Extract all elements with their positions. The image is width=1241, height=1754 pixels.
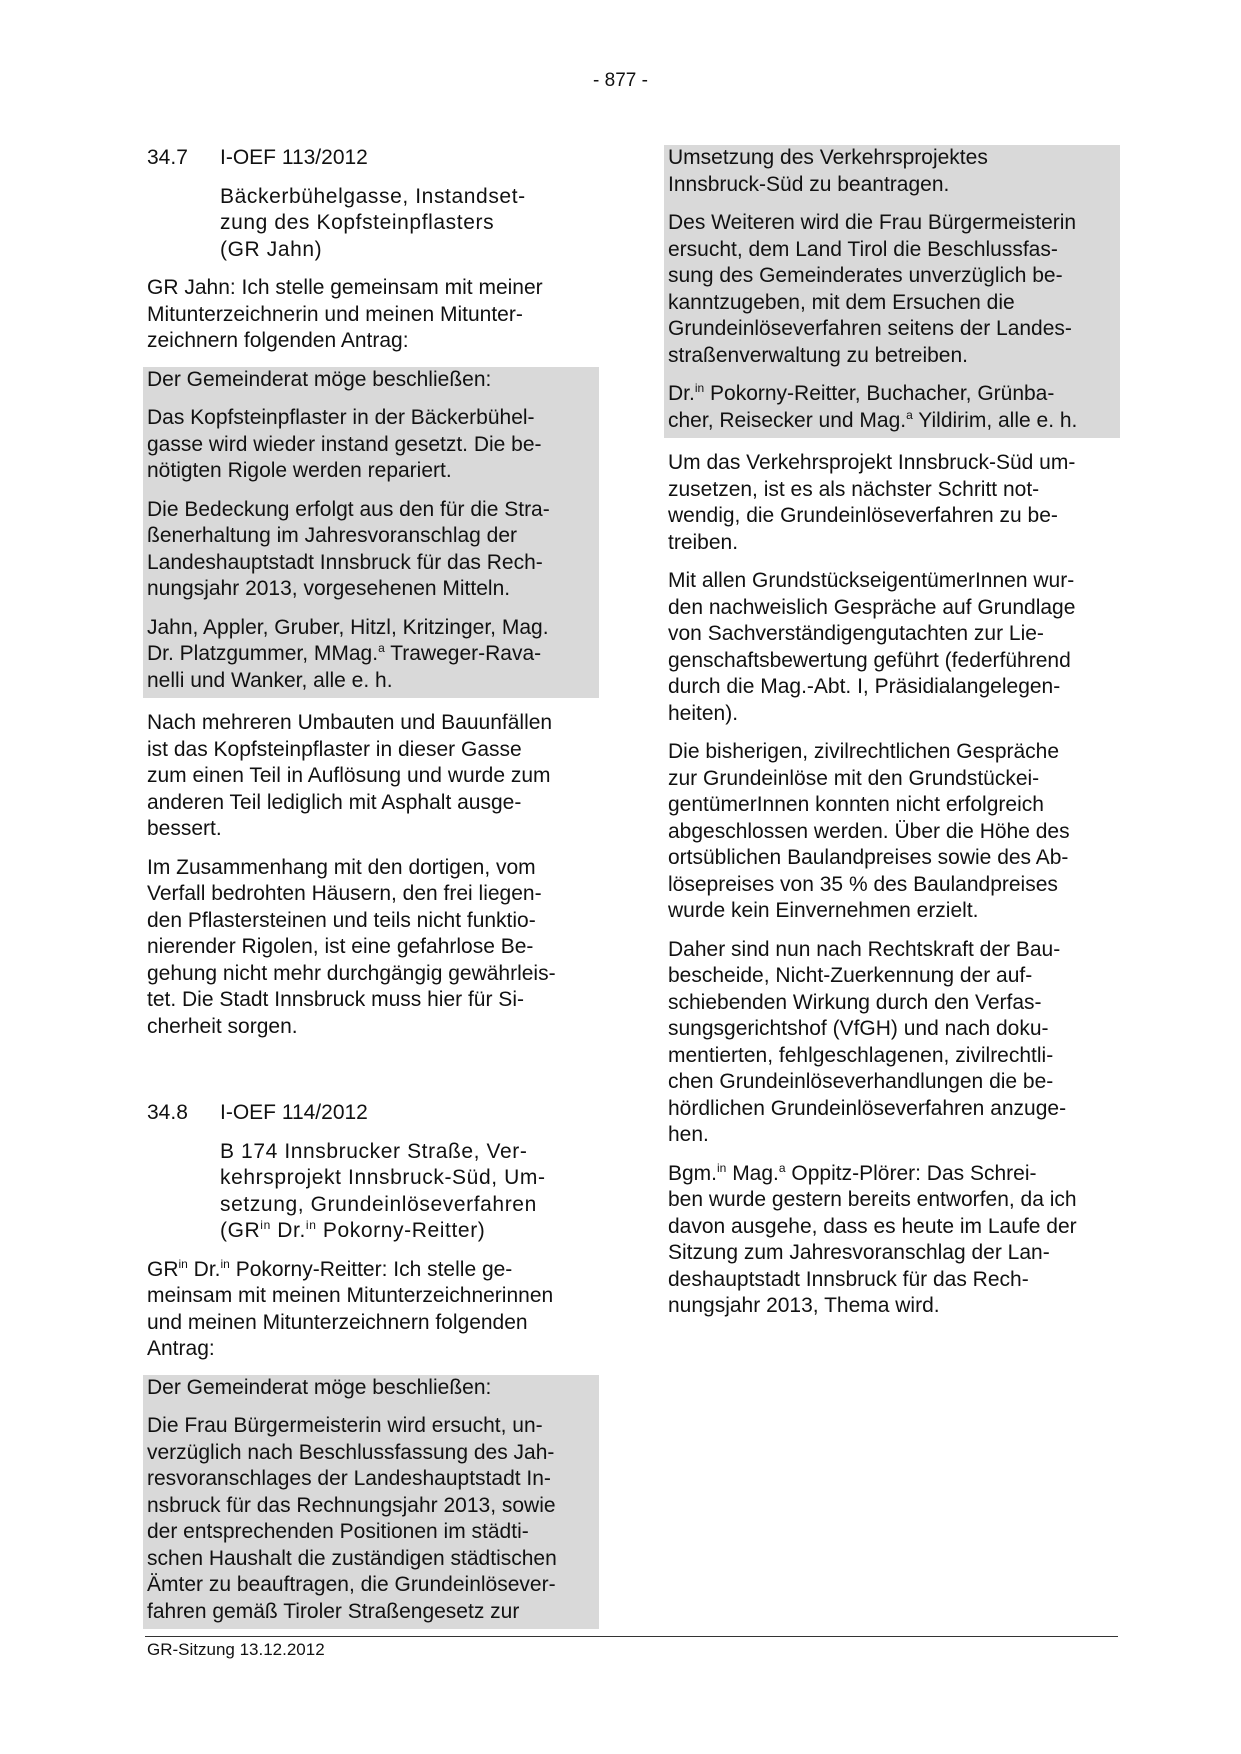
item-header-34-7 (147, 145, 599, 172)
item-subject: Bäckerbühelgasse, Instandset- zung des Kopfsteinpflasters (GR Jahn) (220, 184, 526, 261)
motion-text: Die Frau Bürgermeisterin wird ersucht, un- verzüglich nach Beschlussfassung des Jah- resvoranschlages der Landeshauptstadt In- nsbruck für das Rechnungsjahr 2013, sowie der entsprechenden Positionen im städti- schen Haushalt die zuständigen städtischen Ämter zu beauftragen, die Grundeinlösever- fahren gemäß Tiroler Straßengesetz zur (147, 1414, 557, 1623)
item-reference: I-OEF 114/2012 (220, 1101, 368, 1124)
item-subject: B 174 Innsbrucker Straße, Ver- kehrsprojekt Innsbruck-Süd, Um- setzung, Grundeinlöseverfahren ($GR^{in}$ Dr.$^{in}$ Pokorny-Reitter) (220, 1139, 546, 1242)
motion-signers: Dr.$^{in}$ Pokorny-Reitter, Buchacher, Grünba- cher, Reisecker und Mag.$^a$ Yildirim, alle e. h. (668, 381, 1078, 432)
motion-signers: Jahn, Appler, Gruber, Hitzl, Kritzinger, Mag. Dr. Platzgummer, MMag.$^a$ Traweger-Rava- nelli und Wanker, alle e. h. (147, 615, 549, 692)
motion-box-continued (664, 145, 1120, 438)
item-header-34-8 (147, 1100, 599, 1127)
justification-paragraph: Die bisherigen, zivilrechtlichen Gespräche zur Grundeinlöse mit den Grundstückei- gentümerInnen konnten nicht erfolgreich abgeschlossen werden. Über die Höhe des ortsüblichen Baulandpreises sowie des Ab- lösepreises von 35 % des Baulandpreises wurde kein Einvernehmen erzielt. (668, 740, 1070, 922)
justification-paragraph: Daher sind nun nach Rechtskraft der Bau- bescheide, Nicht-Zuerkennung der auf- schiebenden Wirkung durch den Verfas- sungsgerichtshof (VfGH) und nach doku- mentierten, fehlgeschlagenen, zivilrechtli- chen Grundeinlöseverhandlungen die be- hördlichen Grundeinlöseverfahren anzuge- hen. (668, 937, 1067, 1146)
motion-heading: Der Gemeinderat möge beschließen: (147, 367, 492, 391)
motion-heading: Der Gemeinderat möge beschließen: (147, 1375, 492, 1399)
justification-paragraph: Nach mehreren Umbauten und Bauunfällen ist das Kopfsteinpflaster in dieser Gasse zum einen Teil in Auflösung und wurde zum anderen Teil lediglich mit Asphalt ausge- bessert. (147, 711, 553, 840)
item-number: 34.7 (147, 146, 188, 169)
footer-divider (145, 1636, 1118, 1637)
item-reference: I-OEF 113/2012 (220, 146, 368, 169)
right-column (668, 145, 1120, 1332)
motion-intro: GR Jahn: Ich stelle gemeinsam mit meiner Mitunterzeichnerin und meinen Mitunter- zeichnern folgenden Antrag: (147, 276, 543, 352)
motion-funding: Die Bedeckung erfolgt aus den für die Stra- ßenerhaltung im Jahresvoranschlag der Landeshauptstadt Innsbruck für das Rech- nungsjahr 2013, vorgesehenen Mitteln. (147, 497, 550, 600)
justification-paragraph: Im Zusammenhang mit den dortigen, vom Verfall bedrohten Häusern, den frei liegen- den Pflastersteinen und teils nicht funktio- nierender Rigolen, ist eine gefahrlose Be- gehung nicht mehr durchgängig gewährleis- tet. Die Stadt Innsbruck muss hier für Si- cherheit sorgen. (147, 855, 556, 1038)
motion-box (143, 367, 599, 699)
motion-intro: $GR^{in}$ Dr.$^{in}$ Pokorny-Reitter: Ich stelle ge- meinsam mit meinen Mitunterzeichnerinnen und meinen Mitunterzeichnern folgenden Antrag: (147, 1256, 554, 1360)
page-number: - 877 - (593, 70, 648, 91)
justification-paragraph: Mit allen GrundstückseigentümerInnen wur- den nachweislich Gespräche auf Grundlage von Sachverständigengutachten zur Lie- genschaftsbewertung geführt (federführend durch die Mag.-Abt. I, Präsidialangelegen- heiten). (668, 569, 1076, 725)
left-column (147, 145, 599, 1629)
motion-text: Des Weiteren wird die Frau Bürgermeisterin ersucht, dem Land Tirol die Beschlussfas- sung des Gemeinderates unverzüglich be- kanntzugeben, mit dem Ersuchen die Grundeinlöseverfahren seitens der Landes- straßenverwaltung zu betreiben. (668, 211, 1077, 367)
mayor-statement: Bgm.$^{in}$ Mag.$^a$ Oppitz-Plörer: Das Schrei- ben wurde gestern bereits entworfen, da ich davon ausgehe, dass es heute im Laufe der Sitzung zum Jahresvoranschlag der Lan- deshauptstadt Innsbruck für das Rech- nungsjahr 2013, Thema wird. (668, 1160, 1077, 1317)
justification-paragraph: Um das Verkehrsprojekt Innsbruck-Süd um- zusetzen, ist es als nächster Schritt not- wendig, die Grundeinlöseverfahren zu be- treiben. (668, 451, 1076, 554)
motion-box (143, 1375, 599, 1630)
motion-text: Das Kopfsteinpflaster in der Bäckerbühel- gasse wird wieder instand gesetzt. Die be- nötigten Rigole werden repariert. (147, 406, 542, 482)
item-number: 34.8 (147, 1101, 188, 1124)
motion-text: Umsetzung des Verkehrsprojektes Innsbruck-Süd zu beantragen. (668, 146, 988, 196)
footer-session: GR-Sitzung 13.12.2012 (147, 1640, 325, 1659)
